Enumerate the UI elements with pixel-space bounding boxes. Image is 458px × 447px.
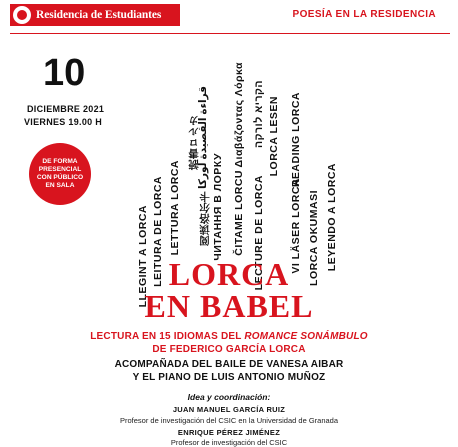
event-month: DICIEMBRE 2021: [27, 104, 105, 114]
title-line-2: EN BABEL: [144, 288, 314, 324]
subtitle-line-2: DE FEDERICO GARCÍA LORCA: [152, 344, 306, 355]
badge-line: EN SALA: [45, 182, 75, 189]
credit-person-1: JUAN MANUEL GARCÍA RUIZ: [172, 405, 286, 414]
language-line: ČITAME LORCU: [233, 170, 245, 256]
language-line: LORCA OKUMASI: [308, 190, 320, 286]
language-line: LECTURE DE LORCA: [253, 175, 265, 291]
language-line: VI LÄSER LORCA: [290, 178, 302, 274]
poem-title: ROMANCE SONÁMBULO: [244, 331, 368, 342]
language-line: LETTURA LORCA: [169, 160, 181, 256]
series-title: POESÍA EN LA RESIDENCIA: [292, 9, 436, 20]
credit-person-2: ENRIQUE PÉREZ JIMÉNEZ: [177, 428, 281, 437]
credit-role-2: Profesor de investigación del CSIC: [170, 438, 288, 447]
event-day: 10: [43, 52, 86, 94]
header-divider: [10, 33, 450, 34]
title-line-1: LORCA: [168, 256, 290, 292]
language-line: 読書ロルカ: [188, 115, 200, 170]
residencia-logo[interactable]: [10, 4, 180, 26]
language-line: READING LORCA: [290, 92, 302, 188]
credits-label: Idea y coordinación:: [187, 392, 271, 402]
subtitle-line-4: Y EL PIANO DE LUIS ANTONIO MUÑOZ: [132, 372, 326, 383]
language-line: LORCA LESEN: [268, 96, 280, 177]
credit-role-1: Profesor de investigación del CSIC en la Universidad de Granada: [119, 416, 339, 425]
header-bar: [0, 0, 458, 36]
language-line: LEITURA DE LORCA: [152, 176, 164, 287]
language-line: הקריא לורקה: [253, 80, 265, 148]
residencia-emblem-icon: [13, 6, 31, 24]
badge-line: DE FORMA: [42, 158, 78, 165]
language-line: LEYENDO A LORCA: [326, 163, 338, 272]
subtitle-line-3: ACOMPAÑADA DEL BAILE DE VANESA AIBAR: [114, 359, 344, 370]
subtitle-line-1-text: LECTURA EN 15 IDIOMAS DEL: [90, 331, 245, 342]
badge-line: CON PÚBLICO: [36, 174, 84, 181]
badge-line: PRESENCIAL: [38, 166, 82, 173]
attendance-badge: [29, 143, 91, 205]
language-line: 阅读洛尔卡: [199, 191, 211, 246]
language-line: قراءة القصيدة لوركا: [197, 86, 209, 190]
logo-text: Residencia de Estudiantes: [36, 9, 162, 21]
subtitle-line-1: [0, 331, 458, 342]
event-weekday-time: VIERNES 19.00 H: [24, 117, 103, 127]
language-line: LLEGINT A LORCA: [137, 205, 149, 308]
language-line: ЧИТАННЯ В ЛОРКУ: [212, 153, 224, 261]
language-line: Διαβάζοντας Λόρκα: [233, 62, 245, 168]
